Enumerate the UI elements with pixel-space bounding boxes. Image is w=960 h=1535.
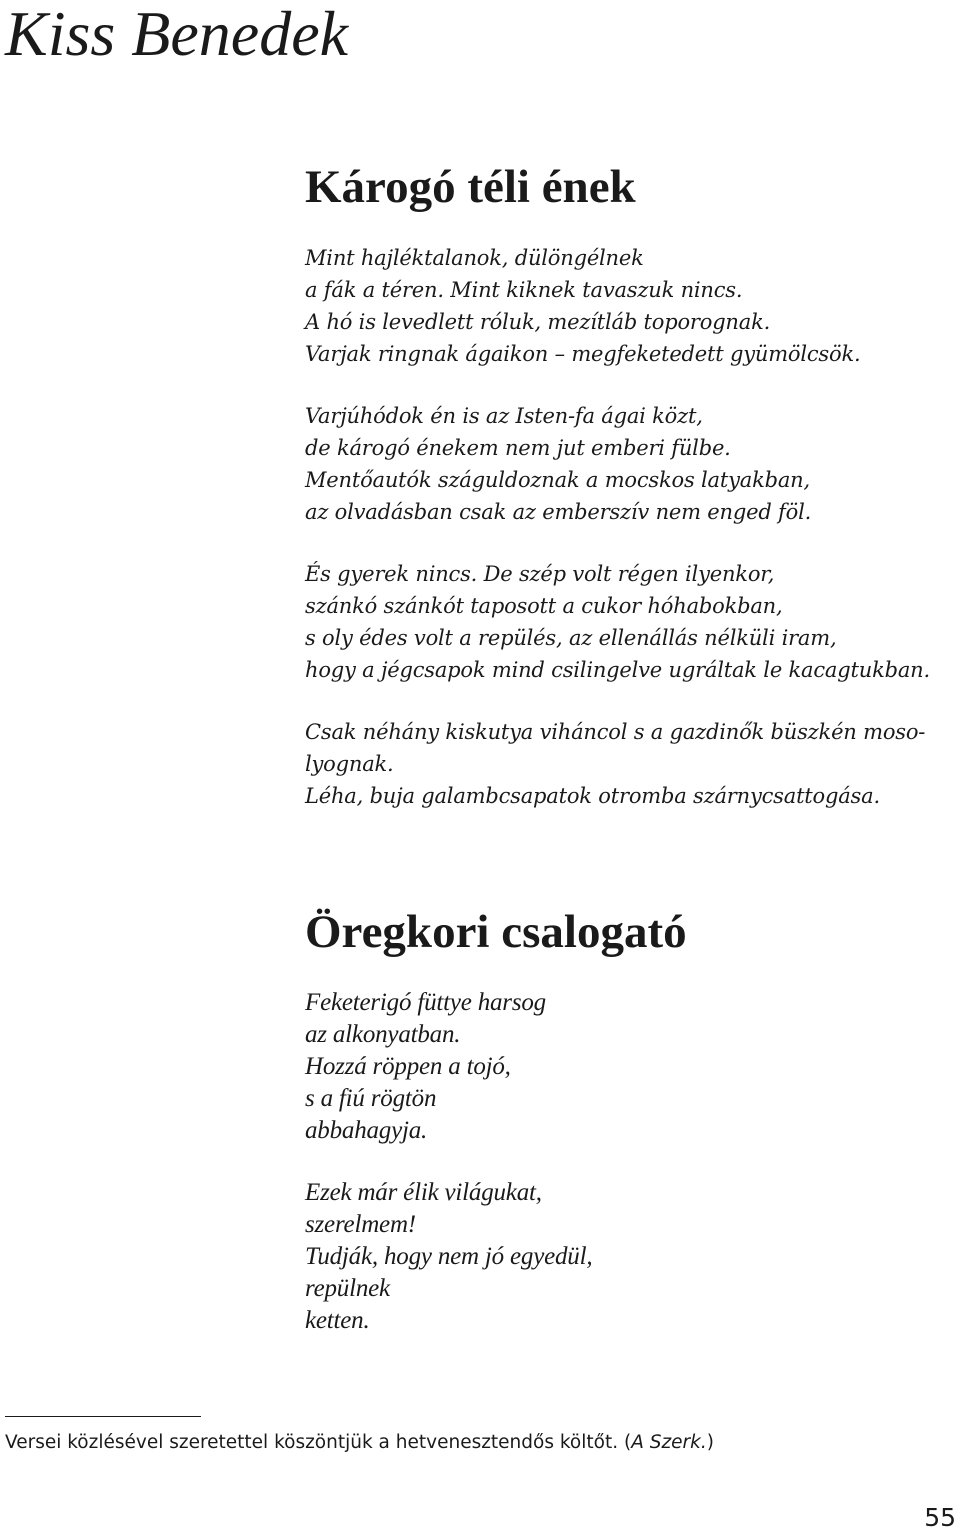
footnote-close: ) xyxy=(706,1432,714,1453)
footnote-text: Versei közlésével szeretettel köszöntjük a hetvenesztendős költőt. ( xyxy=(5,1432,632,1453)
footnote-editor: A Szerk. xyxy=(631,1432,707,1453)
poem-title: Károgó téli ének xyxy=(305,161,636,213)
stanza xyxy=(305,987,955,1147)
verse-line: szánkó szánkót taposott a cukor hóhabokban, xyxy=(305,594,783,618)
verse-line: de károgó énekem nem jut emberi fülbe. xyxy=(305,436,731,460)
verse-line: lyognak. xyxy=(305,752,394,776)
verse-line: A hó is levedlett róluk, mezítláb toporognak. xyxy=(305,310,771,334)
page-number: 55 xyxy=(924,1503,956,1532)
stanza xyxy=(305,1177,955,1337)
verse-line: szerelmem! xyxy=(305,1211,416,1238)
verse-line: Varjak ringnak ágaikon – megfeketedett gyümölcsök. xyxy=(305,342,861,366)
verse-line: az olvadásban csak az emberszív nem enged föl. xyxy=(305,500,812,524)
verse-line: Csak néhány kiskutya viháncol s a gazdinők büszkén moso- xyxy=(305,720,926,744)
verse-line: ketten. xyxy=(305,1307,370,1334)
verse-line: hogy a jégcsapok mind csilingelve ugráltak le kacagtukban. xyxy=(305,658,930,682)
stanza xyxy=(305,558,955,686)
author-name: Kiss Benedek xyxy=(5,0,348,69)
verse-line: repülnek xyxy=(305,1275,390,1302)
poem-body xyxy=(305,242,955,842)
poem-body xyxy=(305,987,955,1367)
poem-title: Öregkori csalogató xyxy=(305,906,687,958)
verse-line: s oly édes volt a repülés, az ellenállás nélküli iram, xyxy=(305,626,837,650)
verse-line: Varjúhódok én is az Isten-fa ágai közt, xyxy=(305,404,703,428)
verse-line: Mentőautók száguldoznak a mocskos latyakban, xyxy=(305,468,810,492)
stanza xyxy=(305,242,955,370)
verse-line: a fák a téren. Mint kiknek tavaszuk nincs. xyxy=(305,278,743,302)
verse-line: abbahagyja. xyxy=(305,1117,428,1144)
footnote-divider xyxy=(5,1416,201,1417)
verse-line: az alkonyatban. xyxy=(305,1021,461,1048)
verse-line: Léha, buja galambcsapatok otromba szárnycsattogása. xyxy=(305,784,880,808)
verse-line: Feketerigó füttye harsog xyxy=(305,989,546,1016)
verse-line: És gyerek nincs. De szép volt régen ilyenkor, xyxy=(305,562,775,586)
stanza xyxy=(305,716,955,812)
verse-line: Ezek már élik világukat, xyxy=(305,1179,542,1206)
verse-line: Mint hajléktalanok, dülöngélnek xyxy=(305,246,644,270)
footnote xyxy=(5,1430,714,1456)
verse-line: Hozzá röppen a tojó, xyxy=(305,1053,511,1080)
verse-line: s a fiú rögtön xyxy=(305,1085,437,1112)
verse-line: Tudják, hogy nem jó egyedül, xyxy=(305,1243,593,1270)
stanza xyxy=(305,400,955,528)
